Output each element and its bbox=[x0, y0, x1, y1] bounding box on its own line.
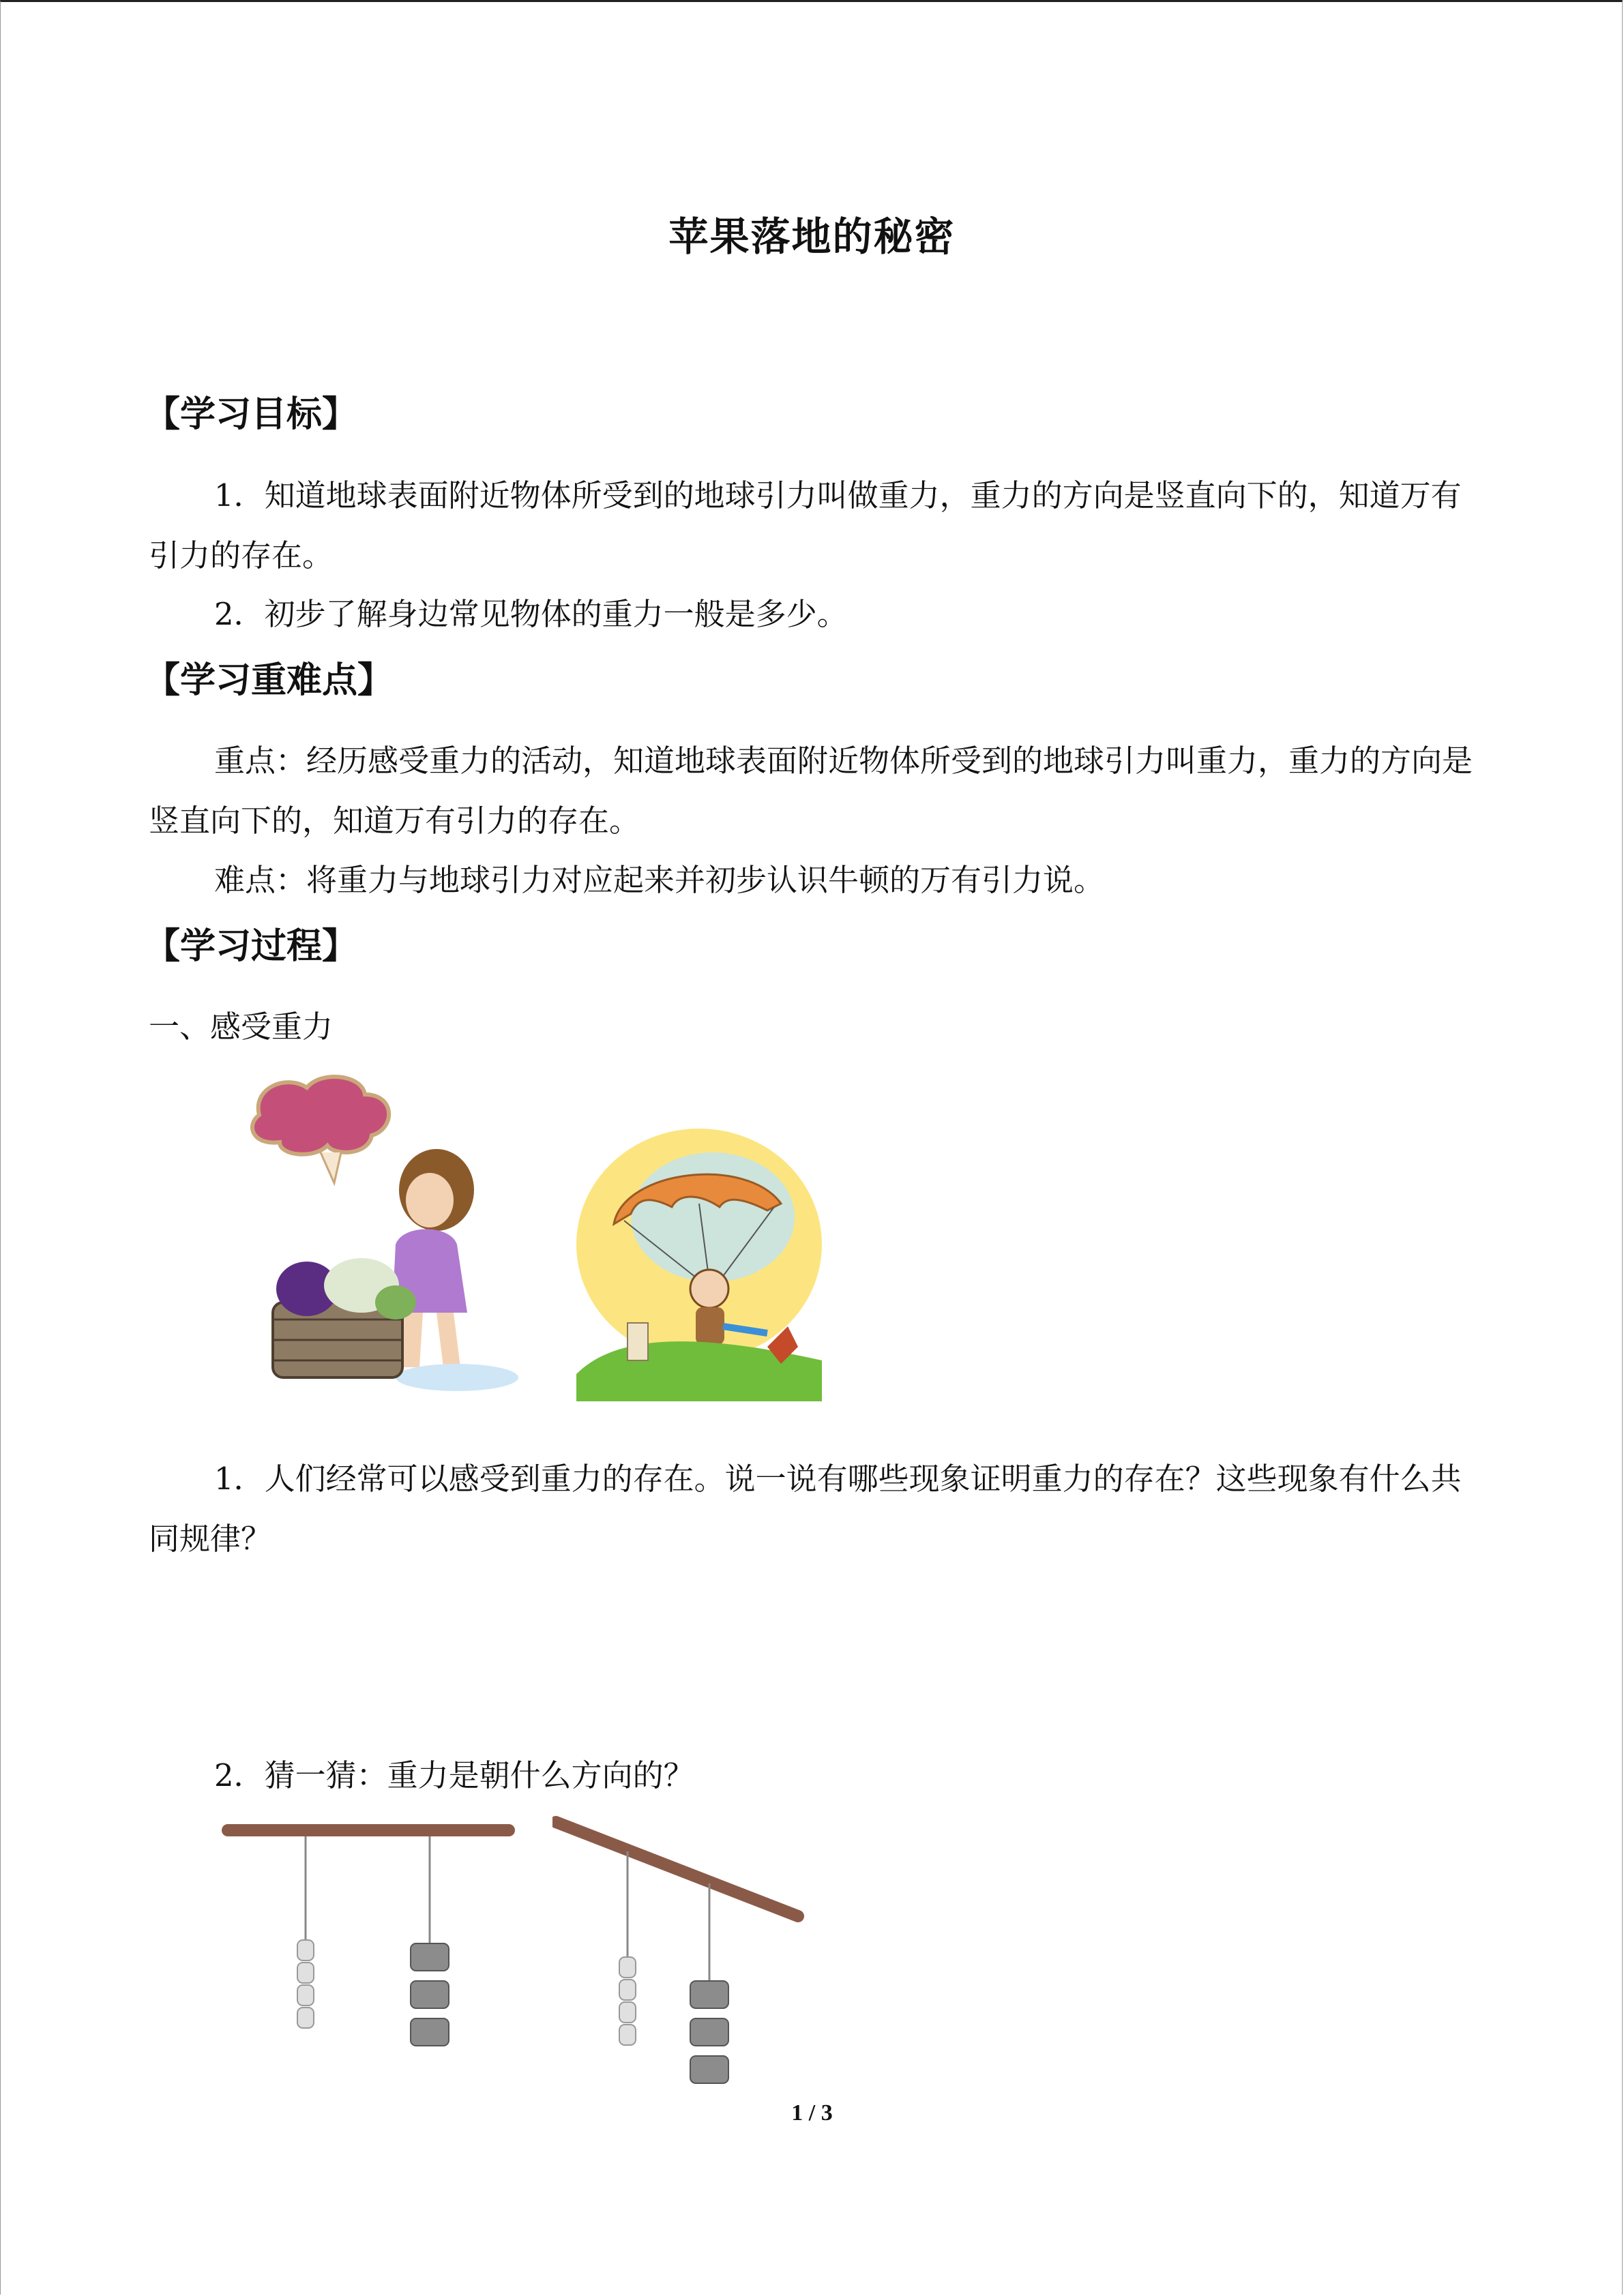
level-bar-weights-icon bbox=[218, 1821, 518, 2066]
key-point-focus: 重点：经历感受重力的活动，知道地球表面附近物体所受到的地球引力叫重力，重力的方向是竖直向下的，知道万有引力的存在。 bbox=[149, 743, 1473, 839]
page-number: 1 / 3 bbox=[791, 2100, 833, 2126]
heading-objectives: 【学习目标】 bbox=[145, 393, 358, 435]
tilted-bar-weights-icon bbox=[552, 1814, 812, 2100]
key-point-difficulty: 难点：将重力与地球引力对应起来并初步认识牛顿的万有引力说。 bbox=[214, 862, 1105, 898]
question-2: 2．猜一猜：重力是朝什么方向的？ bbox=[214, 1757, 694, 1793]
objective-2: 2．初步了解身边常见物体的重力一般是多少。 bbox=[214, 596, 848, 632]
heading-process: 【学习过程】 bbox=[145, 925, 358, 967]
parachute-child-icon bbox=[563, 1129, 836, 1401]
heading-key-points: 【学习重难点】 bbox=[145, 659, 394, 701]
objective-1: 1．知道地球表面附近物体所受到的地球引力叫做重力，重力的方向是竖直向下的，知道万有引力的存在。 bbox=[149, 477, 1462, 573]
page-title: 苹果落地的秘密 bbox=[668, 213, 956, 260]
part1-title: 一、感受重力 bbox=[149, 1009, 334, 1045]
question-1: 1．人们经常可以感受到重力的存在。说一说有哪些现象证明重力的存在？这些现象有什么共同规律？ bbox=[149, 1461, 1462, 1557]
woman-basket-icon bbox=[232, 1067, 532, 1408]
